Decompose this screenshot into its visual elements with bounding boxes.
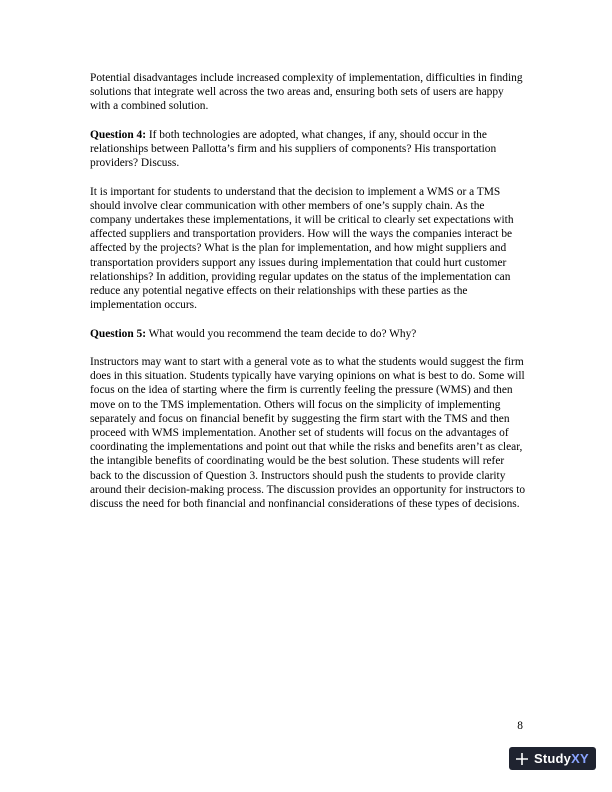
- question-5: [90, 327, 526, 341]
- paragraph-disadvantages: Potential disadvantages include increased complexity of implementation, difficulties in finding solutions that integrate well across the two areas and, ensuring both sets of users are happy with a combined solution.: [90, 72, 523, 113]
- paragraph-communication: It is important for students to understand that the decision to implement a WMS or a TMS should involve clear communication with other members of one’s supply chain. As the company undertakes these implementations, it will be critical to clearly set expectations with affected suppliers and transportation providers. How will the ways the companies interact be affected by the projects? What is the plan for implementation, and how might suppliers and transportation providers support any issues during implementation that could hurt customer relationships? In addition, providing regular updates on the status of the implementation can reduce any potential negative effects on their relationships with these parties as the implementation occurs.: [90, 185, 514, 312]
- question-4-label: Question 4:: [90, 128, 147, 141]
- paragraph-recommendation: Instructors may want to start with a general vote as to what the students would suggest the firm does in this situation. Students typically have varying opinions on what is best to do. Some will focus on the idea of starting where the firm is currently feeling the pressure (WMS) and then move on to the TMS implementation. Others will focus on the simplicity of implementing separately and focus on financial benefit by suggesting the firm start with the TMS and then proceed with WMS implementation. Another set of students will focus on the advantages of coordinating the implementations and point out that while the risks and benefits aren’t as clear, the intangible benefits of coordinating would be the best solution. These students will refer back to the discussion of Question 3. Instructors should push the students to provide clarity around their decision-making process. The discussion provides an opportunity for instructors to discuss the need for both financial and nonfinancial considerations of these types of decisions.: [90, 356, 526, 511]
- page-number: 8: [517, 720, 523, 732]
- brand-name: [534, 751, 589, 766]
- question-5-label: Question 5:: [90, 327, 147, 340]
- plus-icon: [515, 752, 529, 766]
- question-4-text: If both technologies are adopted, what changes, if any, should occur in the relationships between Pallotta’s firm and his suppliers of components? His transportation providers? Discuss.: [90, 128, 497, 170]
- question-5-text: What would you recommend the team decide to do? Why?: [146, 327, 417, 340]
- document-body: [90, 71, 526, 525]
- brand-name-main: Study: [534, 751, 572, 766]
- brand-name-accent: XY: [571, 751, 589, 766]
- studyxy-badge[interactable]: [509, 747, 596, 770]
- question-4: [90, 128, 526, 171]
